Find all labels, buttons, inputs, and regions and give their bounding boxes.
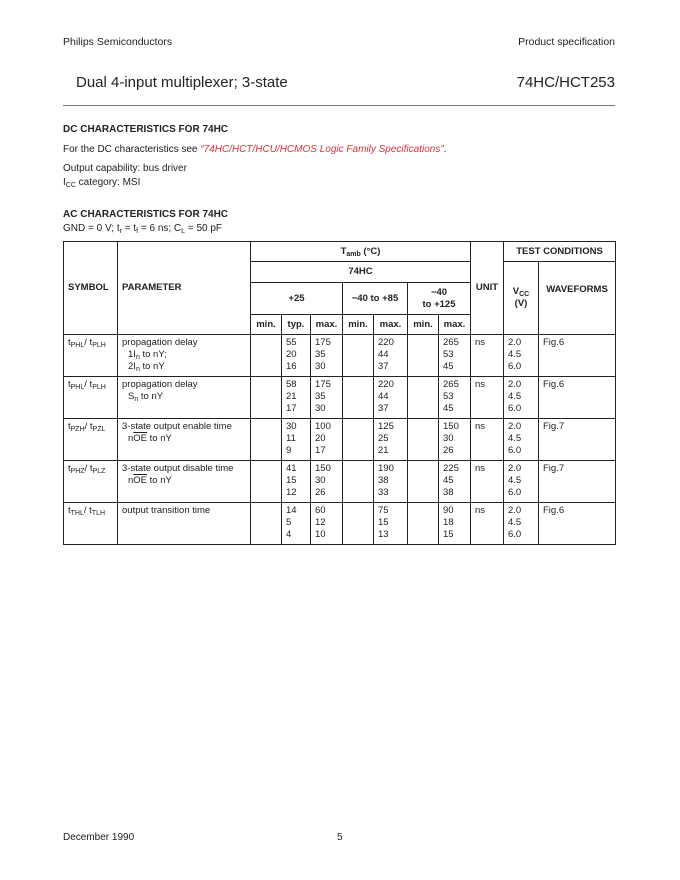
- symbol-t: t: [68, 379, 71, 390]
- vcc-cell: [504, 461, 539, 503]
- typ-header: typ.: [282, 315, 311, 335]
- waveforms-header: WAVEFORMS: [539, 262, 616, 335]
- typ-25-value: 41: [286, 463, 297, 474]
- unit-value: ns: [475, 337, 486, 348]
- path-b: to nY: [147, 433, 172, 444]
- cond-a-sub: r: [119, 228, 122, 235]
- max-25-value: 35: [315, 391, 326, 402]
- max-25-value: 10: [315, 529, 326, 540]
- typ-25-value: 20: [286, 349, 297, 360]
- spec-link[interactable]: “74HC/HCT/HCU/HCMOS Logic Family Specifications”: [200, 144, 444, 155]
- temp-25-header: +25: [251, 283, 343, 315]
- max-25-value: 12: [315, 517, 326, 528]
- max-125-value: 30: [443, 433, 454, 444]
- period: .: [443, 144, 447, 155]
- max-25-cell: [311, 377, 343, 419]
- tamb-unit: (°C): [360, 245, 381, 257]
- typ-25-value: 30: [286, 421, 297, 432]
- typ-25-cell: [282, 335, 311, 377]
- vcc-value: 4.5: [508, 391, 522, 402]
- symbol-t: / t: [84, 463, 93, 474]
- min-25-cell: [251, 335, 282, 377]
- unit-cell: [471, 461, 504, 503]
- vcc-value: 6.0: [508, 361, 522, 372]
- max-125-value: 45: [443, 475, 454, 486]
- footer-date: December 1990: [63, 832, 135, 843]
- symbol-sub: PLH: [92, 342, 106, 349]
- symbol-cell: [64, 335, 118, 377]
- overline-oe: $\overline{OE}$: [133, 475, 148, 486]
- vcc-value: 6.0: [508, 529, 522, 540]
- path-a: n: [128, 433, 134, 444]
- max-125-cell: [439, 377, 471, 419]
- parameter-name: 3-state output enable time: [122, 421, 232, 432]
- typ-25-value: 12: [286, 487, 297, 498]
- max-125-cell: [439, 419, 471, 461]
- vcc-sub: CC: [519, 291, 530, 298]
- unit-value: ns: [475, 505, 486, 516]
- dc-intro: [63, 144, 446, 155]
- symbol-sub: PHL: [70, 384, 85, 391]
- symbol-t: t: [68, 505, 71, 516]
- dc-intro-text: For the DC characteristics see: [63, 144, 201, 155]
- symbol-sub: PLZ: [92, 468, 106, 475]
- table-row: [64, 503, 616, 545]
- min-85-cell: [343, 335, 374, 377]
- max-25-value: 175: [315, 379, 331, 390]
- vcc-value: 6.0: [508, 403, 522, 414]
- path-sub: n: [135, 366, 140, 373]
- typ-25-value: 4: [286, 529, 292, 540]
- max-125-value: 53: [443, 349, 454, 360]
- parameter-cell: [118, 335, 251, 377]
- vcc-value: 2.0: [508, 505, 522, 516]
- t125-b: to +125: [422, 298, 456, 310]
- company-name: Philips Semiconductors: [63, 36, 173, 48]
- cond-c-sub: L: [181, 228, 186, 235]
- icc-rest: category: MSI: [75, 177, 141, 188]
- max-85-value: 190: [378, 463, 394, 474]
- ac-characteristics-table: [63, 241, 616, 545]
- path-sub: n: [134, 396, 139, 403]
- doc-type: Product specification: [518, 36, 615, 48]
- path-a: 1I: [128, 349, 136, 360]
- max-125-cell: [439, 461, 471, 503]
- max-25-value: 30: [315, 361, 326, 372]
- max-25-value: 100: [315, 421, 331, 432]
- unit-cell: [471, 419, 504, 461]
- max-25-value: 17: [315, 445, 326, 456]
- typ-25-cell: [282, 461, 311, 503]
- temp-85-header: −40 to +85: [343, 283, 408, 315]
- max-85-value: 33: [378, 487, 389, 498]
- parameter-header: PARAMETER: [118, 242, 251, 335]
- min-85-cell: [343, 419, 374, 461]
- max-125-value: 18: [443, 517, 454, 528]
- symbol-t: / t: [84, 421, 93, 432]
- max-85-value: 13: [378, 529, 389, 540]
- max-25-value: 30: [315, 403, 326, 414]
- max-85-value: 75: [378, 505, 389, 516]
- dc-heading: DC CHARACTERISTICS FOR 74HC: [63, 124, 229, 135]
- symbol-cell: [64, 377, 118, 419]
- t125-a: −40: [430, 286, 448, 298]
- icc-i: I: [63, 177, 66, 188]
- overline-oe: $\overline{OE}$: [133, 433, 148, 444]
- parameter-cell: [118, 377, 251, 419]
- typ-25-value: 58: [286, 379, 297, 390]
- cond-d: = 50 pF: [185, 223, 223, 234]
- symbol-sub: PHZ: [70, 468, 85, 475]
- path-b: to nY: [139, 361, 165, 372]
- max-85-value: 44: [378, 391, 389, 402]
- max-85-value: 220: [378, 337, 394, 348]
- max-85-value: 15: [378, 517, 389, 528]
- min-25-cell: [251, 503, 282, 545]
- max-125-value: 265: [443, 379, 459, 390]
- max-85-value: 37: [378, 361, 389, 372]
- tamb-t: T: [340, 245, 347, 257]
- table-row: [64, 377, 616, 419]
- vcc-value: 4.5: [508, 433, 522, 444]
- max-85-cell: [374, 419, 408, 461]
- max-125-value: 90: [443, 505, 454, 516]
- max-125-value: 38: [443, 487, 454, 498]
- min-125-cell: [408, 335, 439, 377]
- symbol-t: t: [68, 421, 71, 432]
- ac-conditions: [63, 223, 222, 234]
- part-number: 74HC/HCT253: [516, 74, 615, 91]
- max-85-value: 44: [378, 349, 389, 360]
- typ-25-value: 17: [286, 403, 297, 414]
- unit-header: UNIT: [471, 242, 504, 335]
- symbol-sub: PLH: [92, 384, 106, 391]
- unit-value: ns: [475, 421, 486, 432]
- vcc-value: 4.5: [508, 349, 522, 360]
- path-a: n: [128, 475, 134, 486]
- waveform-ref: Fig.6: [543, 337, 565, 348]
- min-25-cell: [251, 419, 282, 461]
- min-125-cell: [408, 377, 439, 419]
- family-header: 74HC: [251, 262, 471, 283]
- parameter-name: output transition time: [122, 505, 211, 516]
- max-85-value: 125: [378, 421, 394, 432]
- max-125-value: 26: [443, 445, 454, 456]
- vcc-cell: [504, 503, 539, 545]
- tamb-sub: amb: [346, 250, 361, 258]
- cond-b-sub: f: [136, 228, 139, 235]
- divider: [63, 105, 615, 106]
- cond-b: = t: [121, 223, 137, 234]
- max-header: max.: [439, 315, 471, 335]
- vcc-cell: [504, 419, 539, 461]
- min-125-cell: [408, 419, 439, 461]
- waveform-cell: [539, 461, 616, 503]
- max-125-value: 45: [443, 361, 454, 372]
- max-85-cell: [374, 335, 408, 377]
- unit-cell: [471, 335, 504, 377]
- unit-cell: [471, 503, 504, 545]
- icc-sub: CC: [65, 182, 76, 189]
- path-a: 2I: [128, 361, 136, 372]
- symbol-t: / t: [83, 505, 92, 516]
- max-85-value: 220: [378, 379, 394, 390]
- test-conditions-header: TEST CONDITIONS: [504, 242, 616, 262]
- waveform-ref: Fig.6: [543, 379, 565, 390]
- symbol-t: / t: [84, 337, 93, 348]
- path-sub: n: [135, 354, 140, 361]
- max-125-cell: [439, 503, 471, 545]
- symbol-cell: [64, 419, 118, 461]
- max-125-value: 225: [443, 463, 459, 474]
- symbol-cell: [64, 461, 118, 503]
- min-85-cell: [343, 461, 374, 503]
- max-125-value: 45: [443, 403, 454, 414]
- max-25-value: 150: [315, 463, 331, 474]
- max-25-cell: [311, 419, 343, 461]
- waveform-cell: [539, 377, 616, 419]
- waveform-ref: Fig.7: [543, 463, 565, 474]
- typ-25-value: 15: [286, 475, 297, 486]
- symbol-cell: [64, 503, 118, 545]
- max-25-value: 60: [315, 505, 326, 516]
- typ-25-value: 14: [286, 505, 297, 516]
- typ-25-value: 16: [286, 361, 297, 372]
- path-b: to nY: [147, 475, 172, 486]
- vcc-value: 2.0: [508, 379, 522, 390]
- typ-25-value: 9: [286, 445, 292, 456]
- symbol-t: t: [68, 337, 71, 348]
- max-85-cell: [374, 461, 408, 503]
- vcc-value: 2.0: [508, 463, 522, 474]
- symbol-sub: TLH: [91, 510, 106, 517]
- max-125-cell: [439, 335, 471, 377]
- max-85-value: 37: [378, 403, 389, 414]
- unit-value: ns: [475, 463, 486, 474]
- symbol-sub: PZH: [70, 426, 85, 433]
- output-capability: Output capability: bus driver: [63, 163, 187, 174]
- path-b: to nY: [138, 391, 164, 402]
- min-125-cell: [408, 461, 439, 503]
- symbol-sub: THL: [70, 510, 84, 517]
- typ-25-value: 5: [286, 517, 292, 528]
- symbol-t: / t: [84, 379, 93, 390]
- table-row: [64, 419, 616, 461]
- max-125-value: 53: [443, 391, 454, 402]
- max-header: max.: [374, 315, 408, 335]
- vcc-value: 4.5: [508, 475, 522, 486]
- max-25-cell: [311, 461, 343, 503]
- min-25-cell: [251, 461, 282, 503]
- symbol-sub: PHL: [70, 342, 85, 349]
- max-25-value: 20: [315, 433, 326, 444]
- parameter-cell: [118, 461, 251, 503]
- table-row: [64, 461, 616, 503]
- waveform-cell: [539, 419, 616, 461]
- vcc-value: 6.0: [508, 487, 522, 498]
- max-header: max.: [311, 315, 343, 335]
- icc-category: [63, 177, 140, 188]
- parameter-cell: [118, 503, 251, 545]
- max-125-value: 150: [443, 421, 459, 432]
- parameter-path: [122, 361, 246, 373]
- max-25-value: 26: [315, 487, 326, 498]
- parameter-path: [122, 349, 246, 361]
- min-125-cell: [408, 503, 439, 545]
- max-85-cell: [374, 503, 408, 545]
- parameter-path: [122, 433, 246, 445]
- typ-25-cell: [282, 419, 311, 461]
- symbol-sub: PZL: [92, 426, 106, 433]
- waveform-cell: [539, 335, 616, 377]
- page-title: Dual 4-input multiplexer; 3-state: [76, 74, 288, 91]
- max-85-value: 21: [378, 445, 389, 456]
- max-25-value: 30: [315, 475, 326, 486]
- vcc-value: 6.0: [508, 445, 522, 456]
- table-row: [64, 335, 616, 377]
- parameter-path: [122, 475, 246, 487]
- max-25-cell: [311, 503, 343, 545]
- path-b: to nY;: [139, 349, 167, 360]
- max-125-value: 15: [443, 529, 454, 540]
- parameter-name: propagation delay: [122, 379, 198, 390]
- typ-25-cell: [282, 377, 311, 419]
- symbol-header: SYMBOL: [64, 242, 118, 335]
- vcc-v: V: [512, 286, 520, 297]
- vcc-header: [504, 262, 539, 335]
- min-25-cell: [251, 377, 282, 419]
- symbol-t: t: [68, 463, 71, 474]
- parameter-path: [122, 391, 246, 403]
- waveform-ref: Fig.7: [543, 421, 565, 432]
- min-85-cell: [343, 377, 374, 419]
- parameter-cell: [118, 419, 251, 461]
- cond-c: = 6 ns; C: [138, 223, 182, 234]
- typ-25-cell: [282, 503, 311, 545]
- max-25-value: 35: [315, 349, 326, 360]
- min-header: min.: [343, 315, 374, 335]
- typ-25-value: 11: [286, 433, 296, 444]
- min-header: min.: [251, 315, 282, 335]
- vcc-cell: [504, 377, 539, 419]
- parameter-name: 3-state output disable time: [122, 463, 234, 474]
- unit-cell: [471, 377, 504, 419]
- tamb-header: [251, 242, 471, 262]
- unit-value: ns: [475, 379, 486, 390]
- max-85-value: 25: [378, 433, 389, 444]
- vcc-value: 2.0: [508, 337, 522, 348]
- max-85-value: 38: [378, 475, 389, 486]
- typ-25-value: 21: [286, 391, 297, 402]
- vcc-value: 2.0: [508, 421, 522, 432]
- vcc-value: 4.5: [508, 517, 522, 528]
- max-25-cell: [311, 335, 343, 377]
- parameter-name: propagation delay: [122, 337, 198, 348]
- max-125-value: 265: [443, 337, 459, 348]
- vcc-cell: [504, 335, 539, 377]
- vcc-unit: (V): [514, 298, 528, 309]
- page-number: 5: [337, 832, 343, 843]
- typ-25-value: 55: [286, 337, 297, 348]
- path-a: S: [128, 391, 135, 402]
- max-25-value: 175: [315, 337, 331, 348]
- min-header: min.: [408, 315, 439, 335]
- cond-a: GND = 0 V; t: [63, 223, 120, 234]
- temp-125-header: [408, 283, 471, 315]
- max-85-cell: [374, 377, 408, 419]
- ac-heading: AC CHARACTERISTICS FOR 74HC: [63, 209, 229, 220]
- min-85-cell: [343, 503, 374, 545]
- waveform-ref: Fig.6: [543, 505, 565, 516]
- waveform-cell: [539, 503, 616, 545]
